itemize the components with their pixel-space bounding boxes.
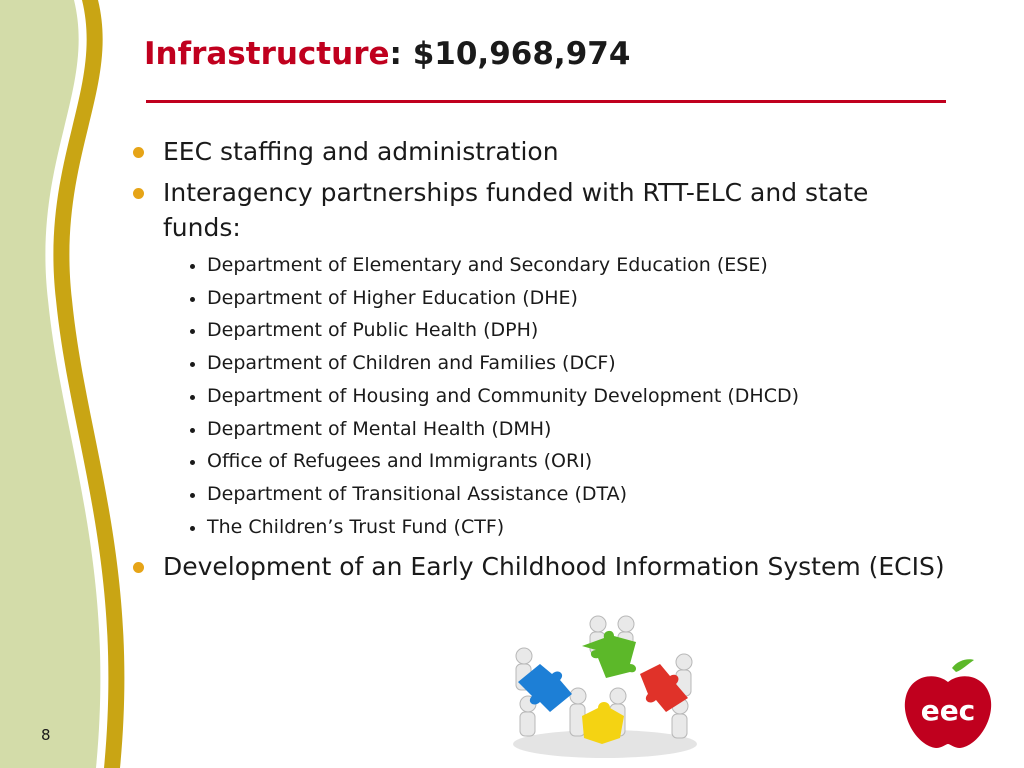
title-separator: : xyxy=(389,36,413,72)
bullet-text: Development of an Early Childhood Information System (ECIS) xyxy=(163,552,945,582)
agency-name: Department of Transitional Assistance (DTA) xyxy=(207,482,628,505)
eec-apple-logo xyxy=(900,656,996,752)
agency-name: Department of Children and Families (DCF) xyxy=(207,352,616,375)
bullet-text: EEC staffing and administration xyxy=(163,137,559,166)
sub-bullet-icon xyxy=(190,297,195,302)
agency-item xyxy=(163,282,950,315)
slide-number: 8 xyxy=(41,726,51,744)
agency-item xyxy=(163,380,950,413)
bullet-dot-icon xyxy=(133,562,144,573)
agency-name: Department of Elementary and Secondary Education (ESE) xyxy=(207,254,768,276)
agency-name: Department of Public Health (DPH) xyxy=(207,319,539,342)
bullet-list xyxy=(130,134,950,584)
agency-name: Office of Refugees and Immigrants (ORI) xyxy=(207,450,593,473)
sidebar-wave-decoration xyxy=(0,0,140,768)
sub-bullet-icon xyxy=(190,460,195,465)
sub-bullet-icon xyxy=(190,493,195,498)
title-underline xyxy=(146,100,946,103)
agency-name: The Children’s Trust Fund (CTF) xyxy=(207,515,505,538)
sub-bullet-icon xyxy=(190,395,195,400)
agency-item xyxy=(163,249,950,282)
title-prefix: Infrastructure xyxy=(144,36,390,72)
agency-list xyxy=(163,249,950,543)
agency-name: Department of Housing and Community Development (DHCD) xyxy=(207,384,800,407)
sub-bullet-icon xyxy=(190,526,195,531)
bullet-item xyxy=(130,549,950,584)
sub-bullet-icon xyxy=(190,362,195,367)
logo-text: eec xyxy=(920,694,976,727)
agency-item xyxy=(163,314,950,347)
title-amount: $10,968,974 xyxy=(412,36,631,72)
bullet-item xyxy=(130,134,950,169)
agency-item xyxy=(163,413,950,446)
bullet-item xyxy=(130,175,950,543)
bullet-text: Interagency partnerships funded with RTT-ELC and state funds: xyxy=(163,178,869,242)
agency-item xyxy=(163,347,950,380)
bullet-dot-icon xyxy=(133,147,144,158)
sub-bullet-icon xyxy=(190,329,195,334)
bullet-dot-icon xyxy=(133,188,144,199)
slide-title xyxy=(144,36,630,72)
agency-item xyxy=(163,511,950,544)
sub-bullet-icon xyxy=(190,264,195,269)
agency-name: Department of Higher Education (DHE) xyxy=(207,286,578,309)
puzzle-teamwork-illustration xyxy=(500,612,710,762)
agency-item xyxy=(163,478,950,511)
agency-item xyxy=(163,445,950,478)
sub-bullet-icon xyxy=(190,428,195,433)
agency-name: Department of Mental Health (DMH) xyxy=(207,417,552,440)
